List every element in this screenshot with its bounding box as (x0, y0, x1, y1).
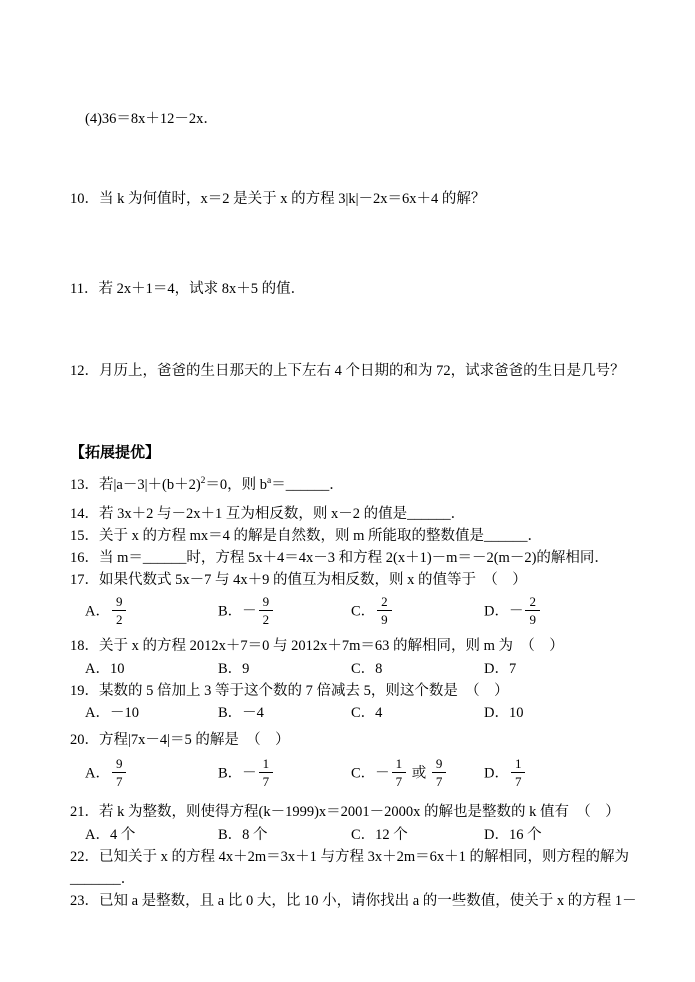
problem-19-options-c: C．4 (351, 705, 383, 722)
problem-17: 17．如果代数式 5x－7 与 4x＋9 的值互为相反数，则 x 的值等于 （ ） (70, 572, 527, 588)
fraction-denominator: 2 (115, 612, 123, 627)
fraction-denominator: 2 (262, 612, 270, 627)
section-header-expansion: 【拓展提优】 (70, 445, 161, 461)
problem-20-options-a: A． $\frac{9}{7}$ (85, 755, 218, 793)
fraction-denominator: 7 (395, 774, 403, 790)
fraction-numerator: 2 (377, 594, 392, 611)
problem-22: 22．已知关于 x 的方程 4x＋2m＝3x＋1 与方程 3x＋2m＝6x＋1 的解相同，则方程的解为 (70, 849, 630, 866)
fraction (511, 756, 526, 789)
problem-17-options-c: C． $\frac{2}{9}$ (351, 593, 484, 631)
fraction-numerator: 9 (112, 756, 127, 773)
problem-17-options-a: A． $\frac{9}{2}$ (85, 593, 218, 631)
fraction (432, 756, 447, 789)
problem-20-options (70, 755, 667, 793)
eq-item-4: (4)36＝8x＋12－2x． (85, 111, 218, 127)
problem-19-options-b: B．－4 (218, 705, 264, 722)
problem-21-options (70, 823, 667, 846)
problem-21: 21．若 k 为整数，则使得方程(k－1999)x＝2001－2000x 的解也是整数的 k 值有 （ ） (70, 804, 620, 821)
problem-20-options-b: B．－ $\frac{1}{7}$ (218, 755, 351, 793)
problem-18-options-d: D．7 (484, 660, 517, 677)
problem-17-options-b: B．－ $\frac{9}{2}$ (218, 593, 351, 631)
problem-18-options (70, 657, 667, 680)
problem-21-options-d: D．16 个 (484, 827, 542, 844)
problem-18: 18．关于 x 的方程 2012x＋7＝0 与 2012x＋7m＝63 的解相同，则 m 为 （ ） (70, 638, 564, 654)
fraction-numerator: 1 (259, 756, 274, 773)
fraction-denominator: 7 (262, 774, 270, 790)
fraction-numerator: 9 (112, 594, 127, 611)
problem-14: 14．若 3x＋2 与－2x＋1 互为相反数，则 x－2 的值是______． (70, 506, 466, 522)
problem-11: 11．若 2x＋1＝4，试求 8x＋5 的值． (70, 281, 306, 297)
problem-19: 19．某数的 5 倍加上 3 等于这个数的 7 倍减去 5，则这个数是 （ ） (70, 682, 509, 699)
problem-18-options-a: A．10 (85, 660, 125, 677)
fraction (525, 594, 540, 627)
problem-21-options-a: A．4 个 (85, 827, 136, 844)
fraction-denominator: 7 (514, 774, 522, 790)
problem-12: 12．月历上，爸爸的生日那天的上下左右 4 个日期的和为 72，试求爸爸的生日是几号？ (70, 363, 625, 379)
problem-20: 20．方程|7x－4|＝5 的解是 （ ） (70, 732, 290, 749)
fraction (259, 594, 274, 627)
problem-17-options-d: D．－ $\frac{2}{9}$ (484, 593, 542, 631)
fraction (392, 756, 407, 789)
fraction (259, 756, 274, 789)
problem-15: 15．关于 x 的方程 mx＝4 的解是自然数，则 m 所能取的整数值是______． (70, 528, 543, 544)
problem-20-options-c: C．－ $\frac{1}{7}$ 或 $\frac{9}{7}$ (351, 755, 484, 793)
problem-21-options-b: B．8 个 (218, 827, 268, 844)
document-body (70, 108, 667, 912)
fraction (112, 756, 127, 789)
superscript: 2 (200, 476, 206, 487)
problem-17-options (70, 593, 667, 631)
fraction-denominator: 9 (381, 612, 388, 627)
problem-22-cont: _______． (70, 871, 136, 888)
problem-18-options-b: B．9 (218, 660, 250, 677)
fraction-numerator: 1 (511, 756, 526, 773)
fraction-numerator: 1 (392, 756, 407, 773)
superscript: a (267, 476, 272, 487)
fraction-denominator: 9 (529, 612, 536, 627)
problem-20-options-d: D． $\frac{1}{7}$ (484, 755, 527, 793)
fraction-numerator: 9 (432, 756, 447, 773)
fraction-denominator: 7 (115, 774, 123, 790)
problem-23: 23．已知 a 是整数，且 a 比 0 大，比 10 小，请你找出 a 的一些数值，使关于 x 的方程 1－ (70, 893, 637, 910)
problem-19-options-d: D．10 (484, 705, 524, 722)
problem-21-options-c: C．12 个 (351, 827, 408, 844)
problem-18-options-c: C．8 (351, 660, 383, 677)
problem-16: 16．当 m＝______时，方程 5x＋4＝4x－3 和方程 2(x＋1)－m＝－2(m－2)的解相同． (70, 550, 609, 566)
problem-19-options-a: A．－10 (85, 705, 139, 722)
fraction (112, 594, 127, 627)
fraction-numerator: 9 (259, 594, 274, 611)
problem-10: 10．当 k 为何值时，x＝2 是关于 x 的方程 3|k|－2x＝6x＋4 的解？ (70, 191, 486, 207)
problem-19-options (70, 702, 667, 725)
fraction-denominator: 7 (435, 774, 443, 790)
fraction (377, 594, 392, 627)
fraction-numerator: 2 (525, 594, 540, 611)
problem-13: 13．若$|a-3|+(b+2)^2=0$，则 $b^a=\_\_\_\_\_\_$． (70, 476, 344, 493)
